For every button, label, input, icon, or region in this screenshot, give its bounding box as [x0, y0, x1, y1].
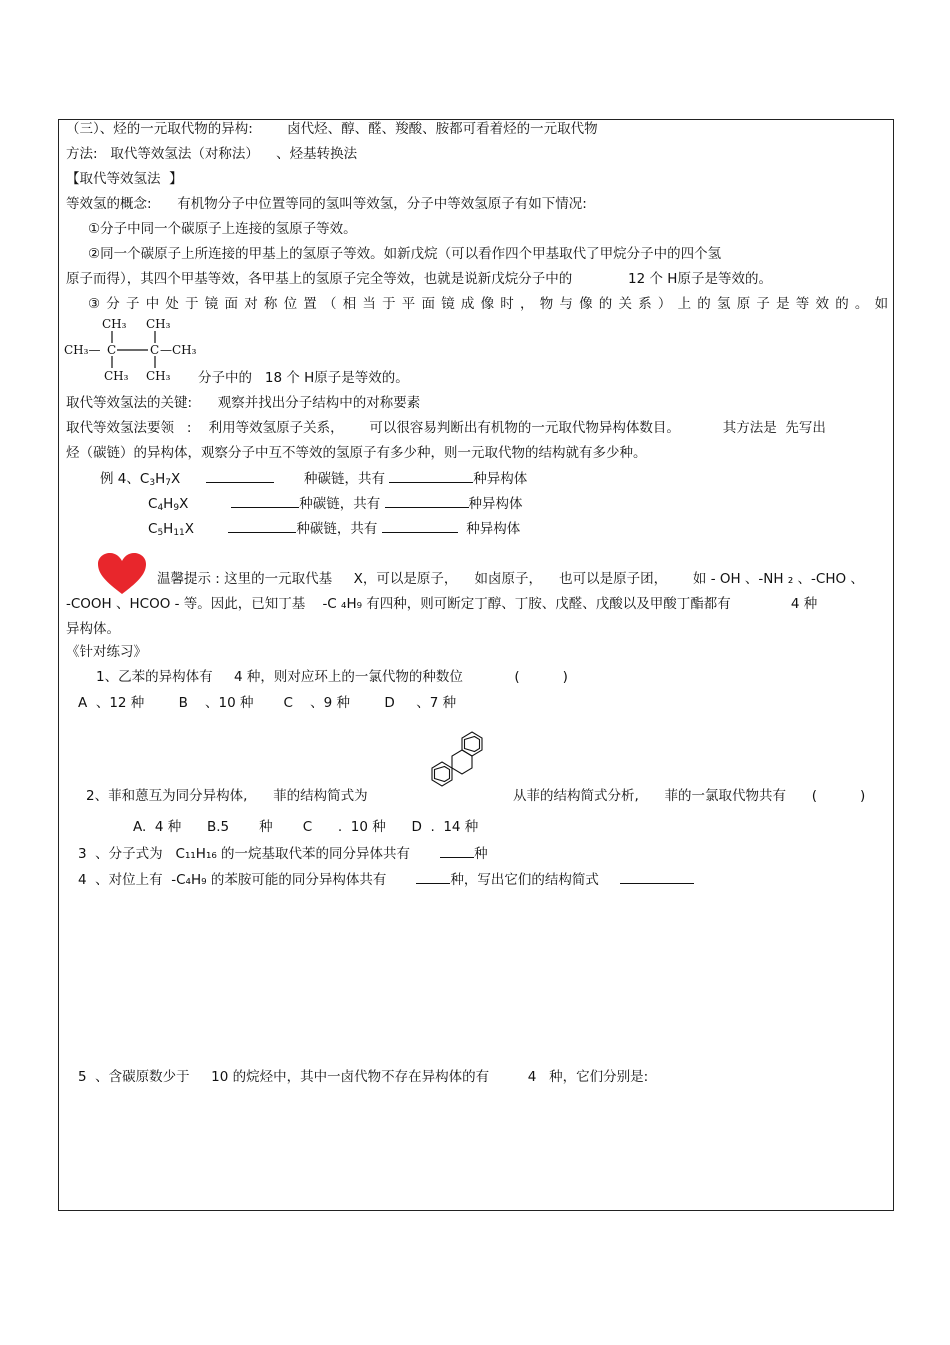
- answer-blank[interactable]: [206, 470, 274, 483]
- method-heading: 【取代等效氢法 】: [66, 171, 183, 187]
- method-line: 方法: 取代等效氢法（对称法） 、烃基转换法: [66, 146, 358, 162]
- struct-ch3-top-right: CH₃: [146, 317, 171, 331]
- question-4: 4 、对位上有 -C₄H₉ 的苯胺可能的同分异构体共有 种，写出它们的结构简式: [78, 871, 694, 889]
- struct-ch3-top-left: CH₃: [102, 317, 127, 331]
- answer-blank[interactable]: [440, 845, 474, 858]
- question-1: 1、乙苯的异构体有 4 种，则对应环上的一氯代物的种数位 ( ): [96, 669, 568, 685]
- rule-3-line-1: ③分子中处于镜面对称位置（相当于平面镜成像时，物与像的关系）上的氢原子是等效的。如: [88, 296, 895, 312]
- rule-3-line-2: 分子中的 18 个 H原子是等效的。: [198, 370, 409, 386]
- question-5: 5 、含碳原数少于 10 的烷烃中，其中一卤代物不存在异构体的有 4 种，它们分别是:: [78, 1069, 649, 1085]
- tip-line-2: -COOH 、HCOO - 等。因此，已知丁基 -C ₄H₉ 有四种，则可断定丁醇、丁胺、戊醛、戊酸以及甲酸丁酯都有 4 种: [66, 596, 818, 612]
- tip-line-1: 温馨提示 : 这里的一元取代基 X，可以是原子， 如卤原子， 也可以是原子团， 如 - OH 、-NH ₂ 、-CHO 、: [157, 571, 864, 587]
- rule-1: ①分子中同一个碳原子上连接的氢原子等效。: [88, 221, 357, 237]
- example-2: $C_4H_9X$ 种碳链，共有 种异构体: [148, 496, 523, 513]
- rule-2-line-2: 原子而得），其四个甲基等效，各甲基上的氢原子完全等效，也就是说新戊烷分子中的 12 个 H原子是等效的。: [66, 271, 772, 287]
- question-1-options: A 、12 种 B 、10 种 C 、9 种 D 、7 种: [78, 695, 457, 711]
- concept-line: 等效氢的概念: 有机物分子中位置等同的氢叫等效氢，分子中等效氢原子有如下情况:: [66, 196, 587, 212]
- tetramethylbutane-structure: [64, 316, 204, 386]
- struct-ch3-right: —CH₃: [160, 343, 197, 357]
- question-2-options: A. 4 种 B.5 种 C . 10 种 D . 14 种: [133, 819, 479, 835]
- example-label: 例 4、: [100, 471, 140, 487]
- answer-blank[interactable]: [620, 871, 694, 884]
- heart-icon: [96, 552, 148, 596]
- answer-blank[interactable]: [228, 520, 296, 533]
- question-2-part-1: 2、菲和蒽互为同分异构体, 菲的结构简式为: [86, 788, 368, 804]
- answer-blank[interactable]: [416, 871, 450, 884]
- key-line: 取代等效氢法的关键: 观察并找出分子结构中的对称要素: [66, 395, 421, 411]
- tip-line-3: 异构体。: [66, 621, 120, 637]
- section-title: （三）、烃的一元取代物的异构: 卤代烃、醇、醛、羧酸、胺都可看着烃的一元取代物: [66, 121, 598, 137]
- struct-ch3-bottom-right: CH₃: [146, 369, 171, 383]
- practice-heading: 《针对练习》: [66, 644, 147, 660]
- question-2-part-2: 从菲的结构简式分析, 菲的一氯取代物共有 ( ): [513, 788, 866, 804]
- struct-ch3-bottom-left: CH₃: [104, 369, 129, 383]
- answer-blank[interactable]: [389, 470, 473, 483]
- phenanthrene-structure: [422, 730, 494, 792]
- requirement-line-2: 烃（碳链）的异构体，观察分子中互不等效的氢原子有多少种，则一元取代物的结构就有多少种。: [66, 445, 647, 461]
- question-3: 3 、分子式为 C₁₁H₁₆ 的一烷基取代苯的同分异体共有 种: [78, 846, 488, 862]
- example-1: 例 4、$C_3H_7X$ 种碳链，共有 种异构体: [100, 471, 528, 488]
- rule-2-line-1: ②同一个碳原子上所连接的甲基上的氢原子等效。如新戊烷（可以看作四个甲基取代了甲烷分子中的四个氢: [88, 246, 722, 262]
- struct-ch3-left: CH₃—: [64, 343, 101, 357]
- answer-blank[interactable]: [231, 495, 299, 508]
- requirement-line-1: 取代等效氢法要领 : 利用等效氢原子关系， 可以很容易判断出有机物的一元取代物异构体数目。 其方法是 先写出: [66, 420, 826, 436]
- struct-c-left: C: [107, 343, 117, 357]
- answer-blank[interactable]: [382, 520, 458, 533]
- example-3: $C_5H_{11}X$ 种碳链，共有 种异构体: [148, 521, 521, 538]
- answer-blank[interactable]: [385, 495, 469, 508]
- struct-c-right: C: [150, 343, 160, 357]
